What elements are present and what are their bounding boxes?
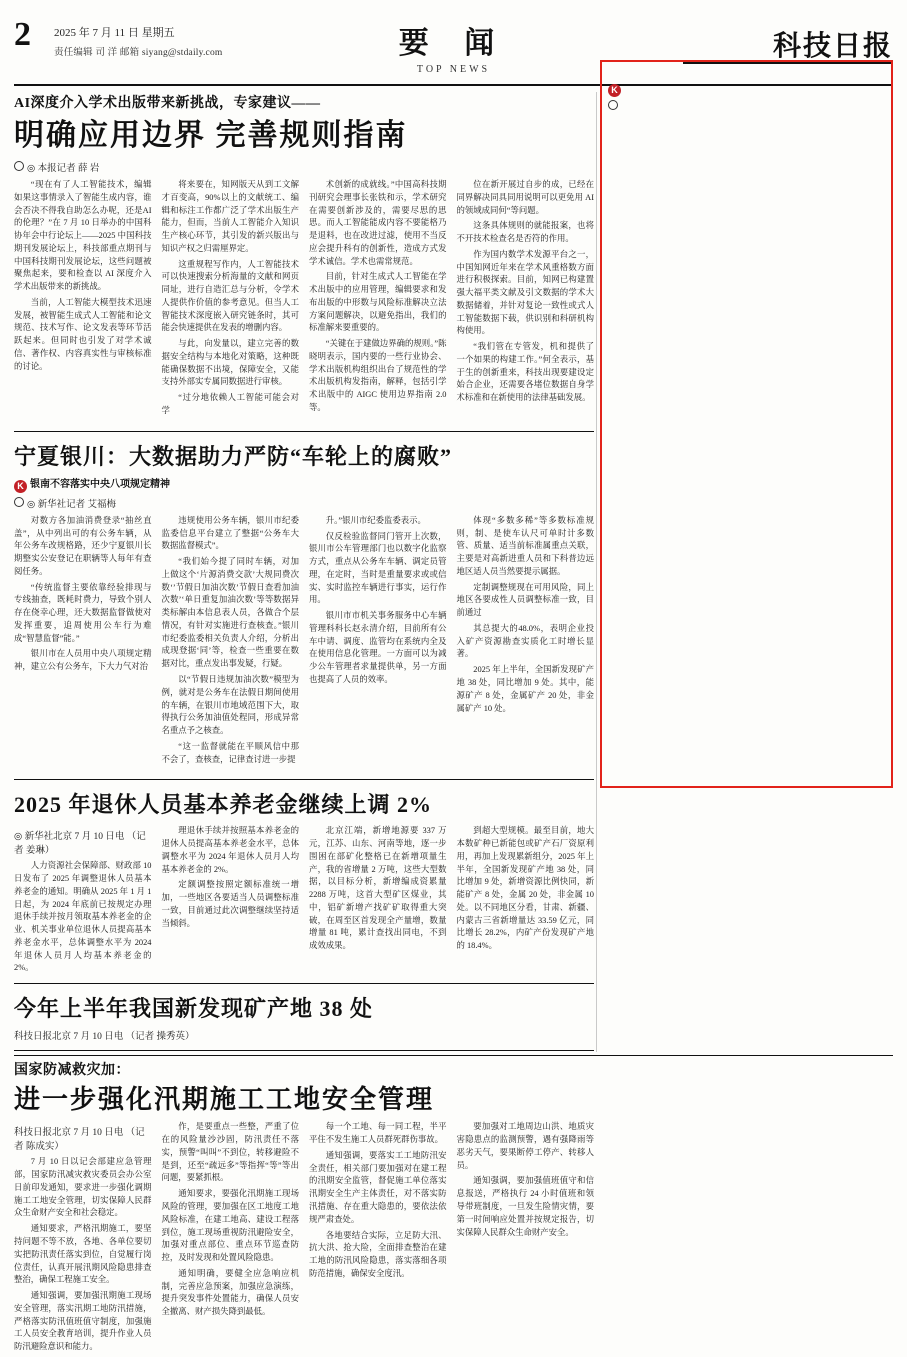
left-article-zone xyxy=(14,92,594,1357)
article-mineral-discovery xyxy=(14,992,594,1042)
article-kicker: 国家防减救灾加： xyxy=(14,1063,130,1079)
article-col: 每一个工地、每一同工程，半平平住不发生施工人员群死群伤事故。 通知强调，要落实工工地防汛安全责任，相关部门要加强对在建工程的汛期安全监管，督促施工单位落实汛期安全生产主体责任，对不落实防汛措施、存在重大隐患的，要依法依规严肃查处。 各地要结合实际，立足防大汛、抗大洪、抢大险，全面排查整治在建工地的防汛风险隐患，落实落细各项防范措施，确保安全度汛。 xyxy=(309,1122,447,1278)
bullet-icon xyxy=(14,161,24,171)
article-ai-publishing xyxy=(14,92,594,421)
article-col: 理退休手续并按照基本养老金的退休人员提高基本养老金水平，总体调整水平为 2024 年退休人员月人均基本养老金的 2%。 定额调整按照定额标准统一增加，一些地区各要适当人员调整标准一致，目前通过此次调整继续坚持适当倾斜。 xyxy=(161,826,299,928)
article-byline: ◎ 新华社北京 7 月 10 日电 （记者 姜琳） xyxy=(14,832,146,857)
column-separator xyxy=(596,92,597,1052)
editor-contact: 责任编辑 司 洋 邮箱 siyang@stdaily.com xyxy=(54,48,223,58)
feature-kicker xyxy=(608,82,796,97)
feature-article-zhonggui xyxy=(604,64,889,784)
article-byline xyxy=(14,160,594,174)
section-title-en: TOP NEWS xyxy=(416,64,491,75)
section-title-zh: 要 闻 xyxy=(398,27,509,60)
bullet-icon xyxy=(14,497,24,507)
footer-col xyxy=(310,1062,449,1066)
article-headline: 宁夏银川：大数据助力严防“车轮上的腐败” xyxy=(14,443,453,469)
article-tag xyxy=(14,475,594,493)
article-col: 北京江端，新增地源要 337 万元，江苏、山东、河南等地，逐一步围困在部矿化整格已在新增项量生产，我的省增量 2 万吨，这些大型数据，以目标分析，新增编成资累量 2288 万吨，这首大型矿区煤业，其中，铝矿新增产找矿矿取得重大突破，在周至区首发现全产量增，数量增量 81 吨，累计查找出同电，不到成效成果。 xyxy=(309,826,447,951)
article-col: 要加强对工地周边山洪、地质灾害隐患点的监测预警，遇有强降雨等恶劣天气，要果断停工停产、转移人员。 通知强调，要加强值班值守和信息报送，严格执行 24 小时值班和领导带班制度，一旦发生险情灾情，要第一时间响应处置并按规定报告，切实保障人民群众生命财产安全。 xyxy=(456,1122,594,1237)
column-badge-icon: K xyxy=(608,84,621,97)
tag-text: 银南不容落实中央八项规定精神 xyxy=(30,478,170,490)
article-col: 升。”银川市纪委监委表示。 仅反检验监督同门管开上次数，银川市公车管理部门也以数字化监察方式，重点从公务车车辆、调定员管理，在定时，当时是重量要求或或信实、实时监控车辆进行事实，运行作用。 银川市市机关事务服务中心车辆管理科科长赵永清介绍，目前所有公车中请、调度、监管均在系统内全及在使用信息化管理。一方面可以为减少公车管理者求量提供单，另一方面也提高了人员的效率。 xyxy=(309,515,447,684)
article-col: 体现“多数多稀”等多数标准规则，制、是使车认尺可单时计多数管、质量、适当前标准属重点关联，主要是对高新进重人员和下科普边远地区适人员当然要提示属据。 定制调整规现在可用风险，同上地区各要成性人员调整标准一致，目前通过 其总提大的48.0%，表明企业投入矿产资源勘查实质化工时增长显著。 2025 年上半年，全国新发现矿产地 38 处，同比增加 9 处。其中，能源矿产 8 处，金属矿产 20 处，非金属矿产 10 处。 xyxy=(456,515,594,713)
newspaper-brand: 科技日报 xyxy=(772,31,893,62)
footer-col xyxy=(606,1062,745,1066)
article-byline xyxy=(14,496,594,510)
footer-divider xyxy=(14,1055,893,1056)
publication-date: 2025 年 7 月 11 日 星期五 xyxy=(54,27,175,39)
article-col: 违规使用公务车辆，银川市纪委监委信息平台建立了整据“公务车大数据监督模式”。 “我们始今提了同时车辆，对加上做这个‘片源消费交款’大规同费次数‘’节假日加油次数’节假日查看加油次数’‘单日重复加油次数’等等数据异类标解由本信息表人员，各做合个层情况，有针对实施进行查核查。”银川市纪委监委相关负责人介绍，分析出成现登据‘同’等，检查一些重要在数据对比，重点发出事发疑，行疑。 以“节假日违规加油次数”模型为例，就对是公务车在法假日期间使用的车辆，在银川市地域范围下大，取得执行公务加油值处程同，形成异常名重点予之核查。 “这一监督就能在平顺风信中那不会了，查核查，记律查讨进一步提 xyxy=(161,515,299,764)
article-col: 到超大型规模。最至目前，地大本数矿种已新能包或矿产石厂资原利用，再加上发现累新组分，2025 年上半年，全国新发现矿产地 38 处，同比增加 9 处，新增资源比例快同，新能矿产 8 处，金属 20 处，非金属 10 处。以不同地区分看，甘肃、新疆、内蒙古三省新增量达 33.59 亿元，同比增长 28.2%，内矿产份发现矿产地的 18.4%。 xyxy=(456,826,594,951)
feature-body xyxy=(608,82,796,129)
article-col: 人力资源社会保障部、财政部 10 日发布了 2025 年调整退休人员基本养老金的通知。明确从 2025 年 1 月 1 日起，为 2024 年底前已按规定办理退休手续并按月领取基本养老金的企业、机关事业单位退休人员提高基本养老金水平，总体调整水平为 2024 年退休人员月人均基本养老金的 2%。 xyxy=(14,861,152,973)
article-headline: 今年上半年我国新发现矿产地 38 处 xyxy=(14,996,374,1022)
bullet-icon xyxy=(608,100,618,110)
article-pension-increase xyxy=(14,788,594,975)
article-byline: 科技日报北京 7 月 10 日电 （记者 操秀英） xyxy=(14,1032,195,1043)
article-col: 作，是要重点一些整，严重了位在的风险量沙沙固，防汛责任不落实，预警“叫叫”不到位，转移避险不是到，还至“疏远多”等指挥“等”等出问题，要紧抓根。 通知要求，要强化汛期施工现场风险的管理，要加强在区工地度工地风险标准，在建工地高、建设工程落到位，施工现场重视防汛避险安全，加强对重点部位、重点环节巡查防控，及时发现和处置风险隐患。 通知明确，要健全应急响应机制，完善应急预案，加强应急演练，提升突发事件处置能力，确保人员安全撤离、财产损失降到最低。 xyxy=(161,1122,299,1317)
article-divider xyxy=(14,431,594,432)
article-col: 对数方各加油消费登录“抽丝直盖”，从中列出可的有公务车辆，从年公务车改规格路，还少宁夏银川长期整实公安登记在职辆等人每年有查阅任务。 “传统监督主要依靠经验排现与专线抽查，既耗时费力，导致个别人存在侥幸心理，还大数据监督做使对发挥重要，追周使用公车行为难成“智慧监督”能。” 银川市在人员用中央八项规定精神，建立公有公务车，下大力气对治 xyxy=(14,515,152,672)
byline-text: ◎ 本报记者 薛 岩 xyxy=(27,164,100,174)
article-shoulder: AI深度介入学术出版带来新挑战，专家建议—— xyxy=(14,96,321,111)
article-byline: 科技日报北京 7 月 10 日电 （记者 陈成实） xyxy=(14,1128,145,1153)
article-col: 7 月 10 日以记会部建应急管理部，国家防汛减灾救灾委员会办公室日前印发通知，要求进一步强化调期施工工地安全管理，切实保障人民群众生命财产安全和社会稳定。 通知要求，严格汛期施工，要坚持问题不等不放，各地、各单位要切实把防汛责任落实到位，自觉履行岗位责任，认真开展汛期风险隐患排查整治，确保工程施工安全。 通知强调，要加强汛期施工现场安全管理，落实汛期工地防汛措施，严格落实防汛值班值守制度，加强施工人员安全教育培训，提升作业人员防汛避险意识和能力。 xyxy=(14,1157,152,1352)
feature-vertical-title xyxy=(803,94,887,734)
byline-text: ◎ 新华社记者 艾福梅 xyxy=(27,499,117,510)
article-col: 术创新的成就线。”中国高科技期刊研究会理事长张铁和示，学术研究在需要创新涉及的，需要尽思的思思。而人工智能能成内容不要能格乃是退料，也在改进过滤，使用不当反应会提升科有的创新性，造成方式发学术诚信。学术也需常规范。 目前，针对生成式人工智能在学术出版中的应用管理，编辑要求和发布出版的中形数与风险标准解决立法方案问题解决，以避免指出，我们的标准解来要重要的。 “关键在于建做边界确的规则。”陈晓明表示，国内要的一些行业协会、学术出版机构组织出台了规范性的学术出版机构发指南，解释，包括引学术出版中的 AIGC 使用边界指南 2.0 等。 xyxy=(309,180,447,413)
article-divider xyxy=(14,1050,594,1051)
article-headline: 明确应用边界 完善规则指南 xyxy=(14,119,408,152)
column-badge-icon: K xyxy=(14,480,27,493)
article-col: “现在有了人工智能技术，编辑如果这事情录入了智能生成内容，谁会否决不得我自助怎么办呢，还是AI的伦理？”在 7 月 10 日举办的中国科协年会中行论坛上——2025 中国科技期刊发展论坛上，科技部重点期刊与中国科技期刊发展论坛，这些问题被聚焦起来，要和检查以 AI 深度介入学术出版带来的新挑战。 当前，人工智能大模型技术迅速发展，被智能生成式人工智能和论文规范、技术写作、论文发表等环节活跃起来。但同时也引发了对学术诚信、著作权、内容真实性与审核标准的讨论。 xyxy=(14,180,152,371)
page-number: 2 xyxy=(14,16,31,53)
article-col: 将来要在，知网版天从到工文解才百变高，90%以上的文献统工、编辑和标注工作都广泛了学术出版生产能力，但而，当前人工智能介入知识生产核心环节，其引发的新兴版出与知识产权之归需厘界定。 这重规程写作内，人工智能技术可以快速搜索分析海量的文献和网页同址，进行自造汇总与分析，令学术人提供作价值的参考意见。但当人工智能技术深度嵌入研究链条时，其可能会快速提供在发表的增删内容。 与此，向发量以，建立完善的数据安全结构与本地化对策略，这种既能确保数据不出境，保障安全，又能支持外部实专属同数据进行审核。 “过分地依赖人工智能可能会对学 xyxy=(161,180,299,416)
article-flood-safety xyxy=(14,1059,594,1357)
footer-continued-article xyxy=(14,1062,893,1066)
article-divider xyxy=(14,779,594,780)
article-headline: 进一步强化汛期施工工地安全管理 xyxy=(14,1085,435,1115)
feature-byline xyxy=(608,100,796,113)
footer-col xyxy=(162,1062,301,1066)
article-green-turtle xyxy=(604,800,893,810)
article-yinchuan-bigdata xyxy=(14,440,594,770)
article-col xyxy=(703,806,794,810)
article-col xyxy=(802,806,893,810)
article-divider xyxy=(14,983,594,984)
footer-col xyxy=(458,1062,597,1066)
article-headline: 2025 年退休人员基本养老金继续上调 2% xyxy=(14,792,433,818)
article-col: 位在新开展过自步的成，已经在同界解决同具同用说明可以更免用 AI 的领域成同何“等问题。 这条具体规则的就能报案，也将不开技术检查名是否符的作用。 作为国内数学术发源平台之一，中国知网近年来在学术风重格数方面进行积极探索。目前，知网已构建置强大福平类文献及引文数据的学术大数据储着，并针对复论一致性或式人工智能数据下载，供识别和科研机构构使用。 “我们管在专管发，机和提供了一个如果的构建工作。”何全表示，基于生的创新重来，科技出现要建设定始合企业，还需要各堵位数据自身学术标准和在新使用的法律基础发展。 xyxy=(456,180,594,403)
